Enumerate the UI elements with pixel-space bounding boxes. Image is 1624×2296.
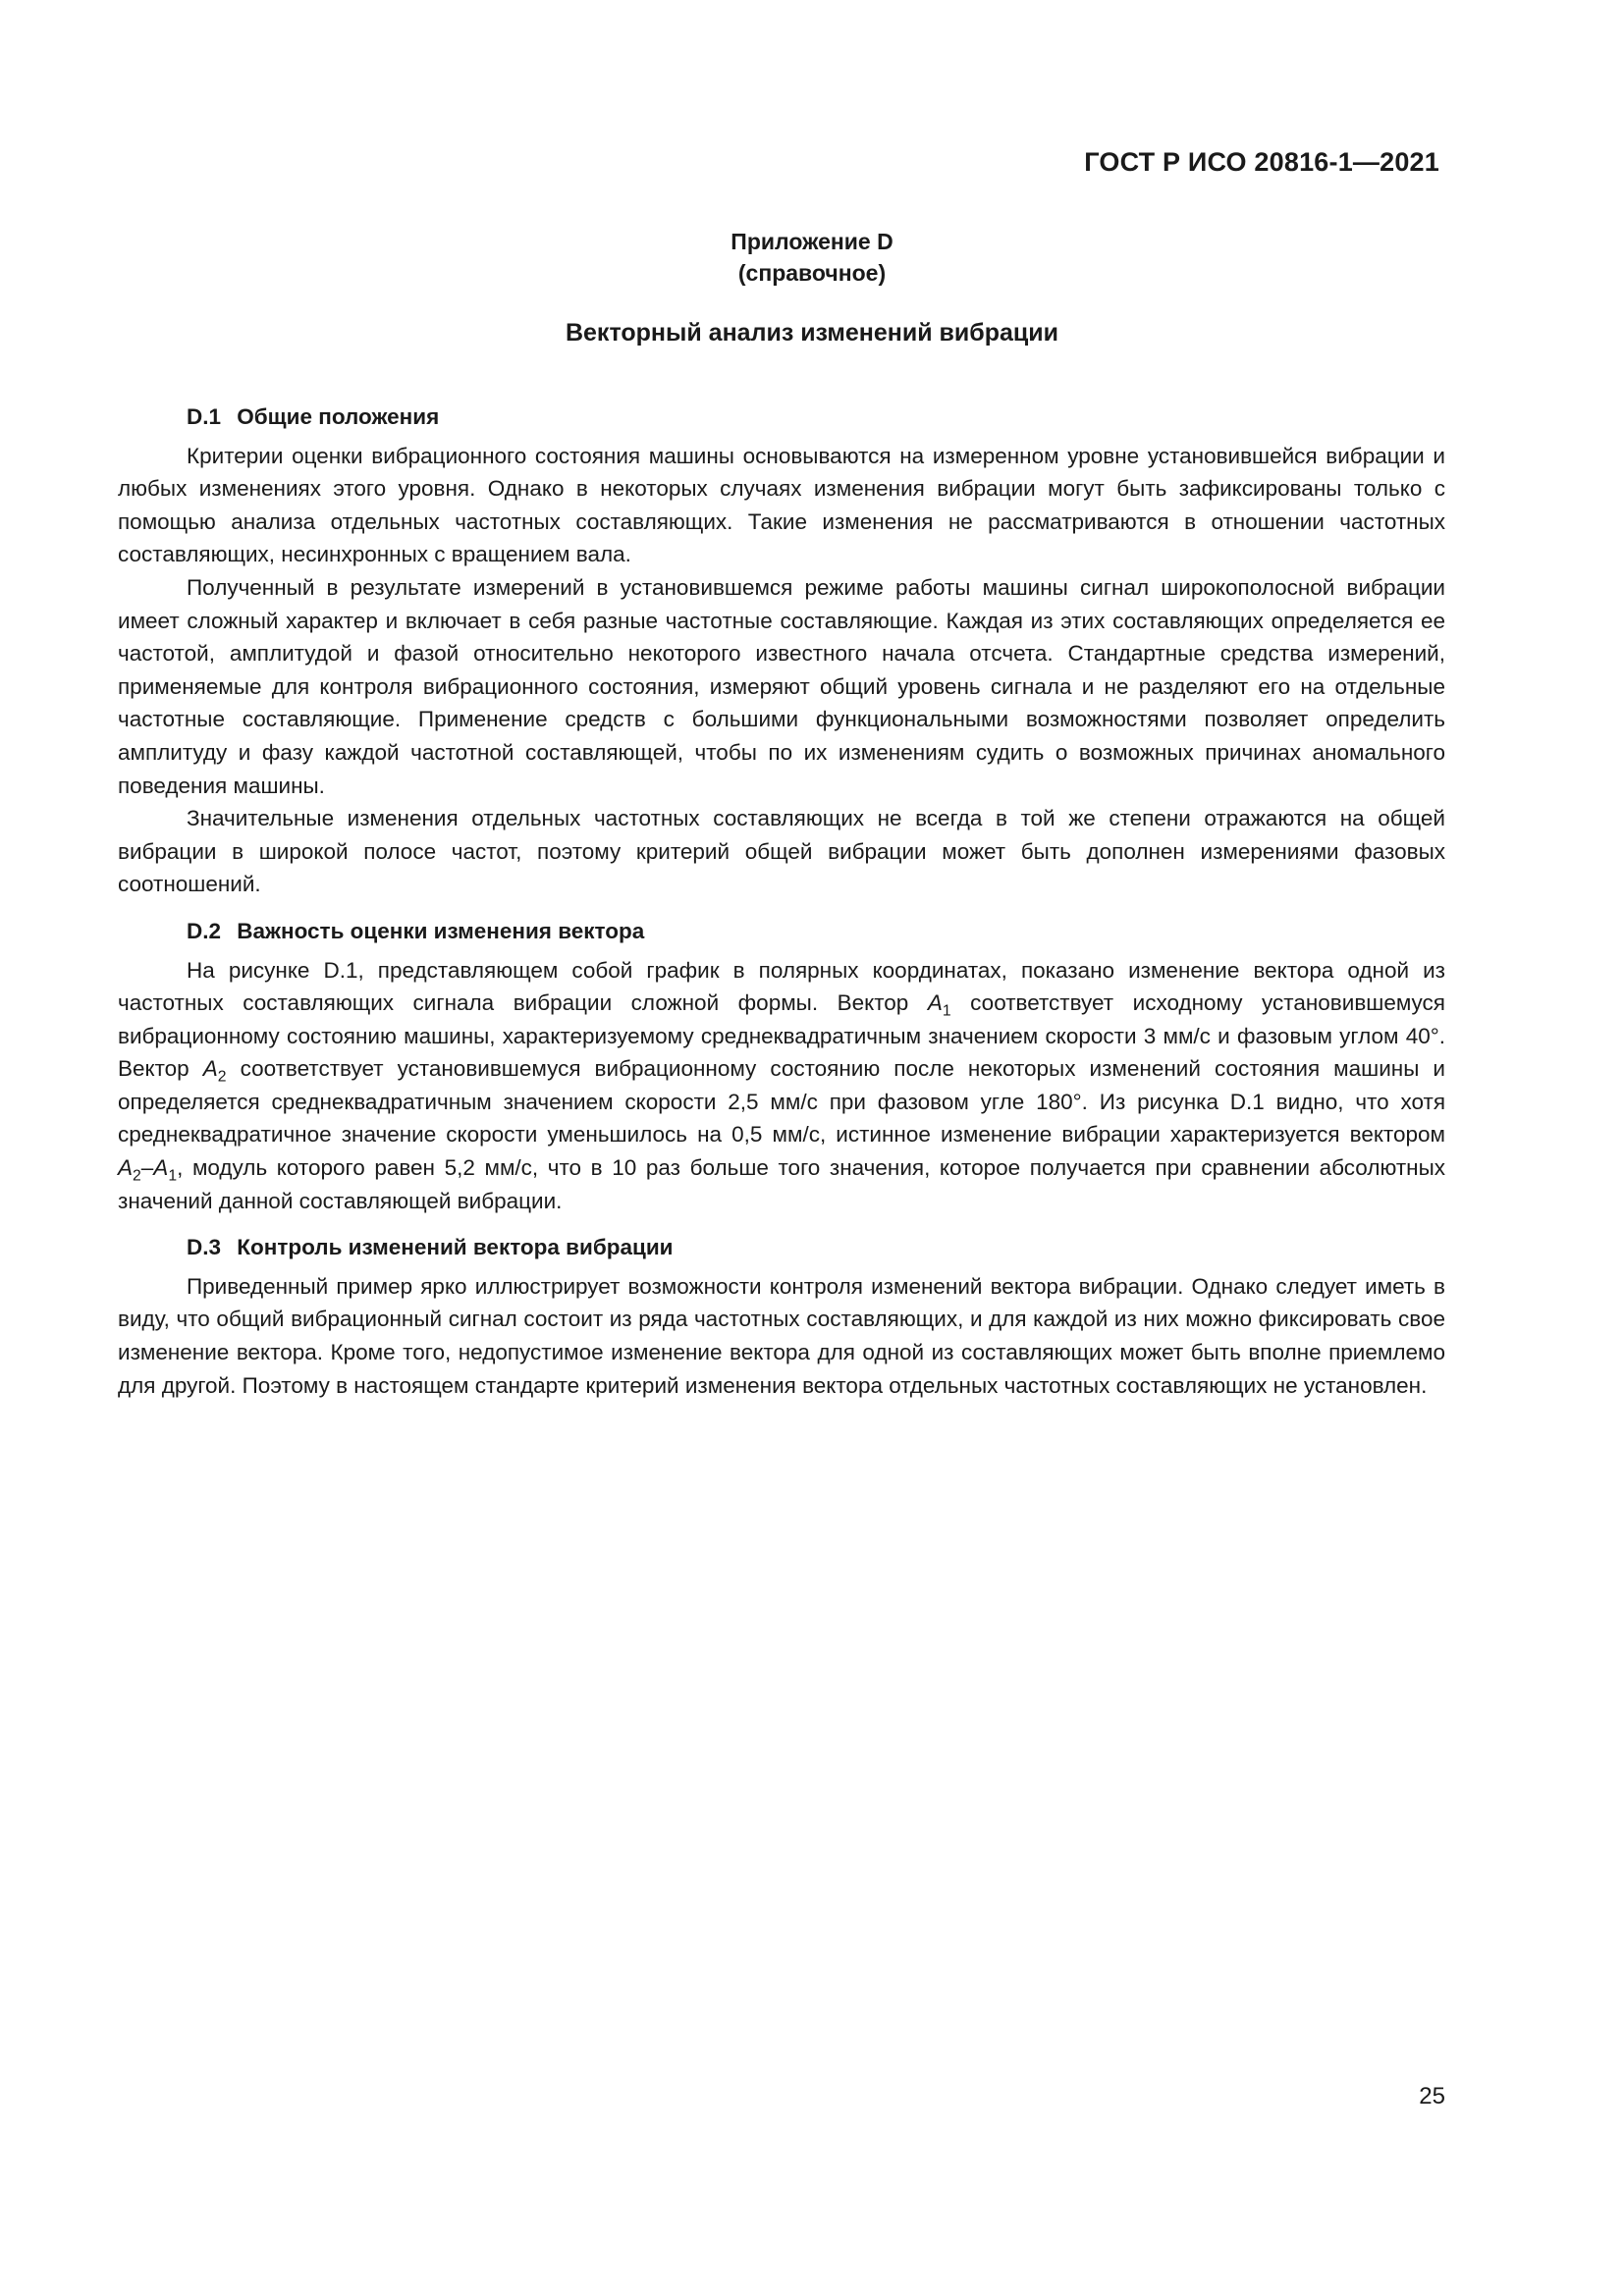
paragraph-d1-3: Значительные изменения отдельных частотных составляющих не всегда в той же степени отражаются на общей вибрации в широкой полосе частот, поэтому критерий общей вибрации может быть дополнен измерениями фазовых соотношений. [118, 806, 1445, 897]
text-run: соответствует исходному установившемуся вибрационному состоянию машины, характеризуемому среднеквадратичным значением скорости 3 мм/с и фазовым углом 40°. Вектор [118, 990, 1445, 1082]
paragraph-d2-1 [118, 954, 1445, 1218]
document-body [118, 400, 1445, 1402]
vector-symbol: A [153, 1155, 169, 1181]
section-number: D.3 [187, 1235, 222, 1260]
vector-symbol: A [202, 1056, 218, 1082]
appendix-type: (справочное) [737, 260, 887, 286]
vector-symbol: A [118, 1155, 134, 1181]
dash: – [140, 1155, 154, 1181]
appendix-label: Приложение D [731, 229, 893, 254]
appendix-block [0, 226, 1624, 289]
section-heading-d3 [118, 1231, 1445, 1264]
section-title: Важность оценки изменения вектора [237, 918, 645, 943]
paragraph-d1-1: Критерии оценки вибрационного состояния машины основываются на измеренном уровне установившейся вибрации и любых изменениях этого уровня. Однако в некоторых случаях изменения вибрации могут быть зафиксированы только с помощью анализа отдельных частотных составляющих. Такие изменения не рассматриваются в отношении частотных составляющих, несинхронных с вращением вала. [118, 443, 1445, 567]
section-heading-d1 [118, 400, 1445, 434]
subscript: 1 [942, 1002, 951, 1020]
page-title: Векторный анализ изменений вибрации [565, 319, 1059, 347]
section-title: Контроль изменений вектора вибрации [237, 1235, 674, 1260]
paragraph-d3-1: Приведенный пример ярко иллюстрирует возможности контроля изменений вектора вибрации. Однако следует иметь в виду, что общий вибрационный сигнал состоит из ряда частотных составляющих, и для каждой из них можно фиксировать свое изменение вектора. Кроме того, недопустимое изменение вектора для одной из составляющих может быть вполне приемлемо для другой. Поэтому в настоящем стандарте критерий изменения вектора отдельных частотных составляющих не установлен. [118, 1273, 1445, 1398]
section-number: D.2 [187, 918, 222, 943]
subscript: 1 [168, 1167, 178, 1185]
text-run: На рисунке D.1, представляющем собой график в полярных координатах, показано изменение вектора одной из частотных составляющих сигнала вибрации сложной формы. Вектор [118, 957, 1445, 1016]
section-heading-d2 [118, 915, 1445, 948]
vector-symbol: A [927, 990, 943, 1016]
standard-code-header: ГОСТ Р ИСО 20816-1—2021 [1084, 147, 1439, 177]
text-run: , модуль которого равен 5,2 мм/с, что в 10 раз больше того значения, которое получается при сравнении абсолютных значений данной составляющей вибрации. [118, 1155, 1445, 1213]
paragraph-d1-2: Полученный в результате измерений в установившемся режиме работы машины сигнал широкополосной вибрации имеет сложный характер и включает в себя разные частотные составляющие. Каждая из этих составляющих определяется ее частотой, амплитудой и фазой относительно некоторого известного начала отсчета. Стандартные средства измерений, применяемые для контроля вибрационного состояния, измеряют общий уровень сигнала и не разделяют его на отдельные частотные составляющие. Применение средств с большими функциональными возможностями позволяет определить амплитуду и фазу каждой частотной составляющей, чтобы по их изменениям судить о возможных причинах аномального поведения машины. [118, 574, 1445, 798]
section-title: Общие положения [237, 404, 440, 429]
page-number: 25 [1419, 2083, 1445, 2109]
subscript: 2 [217, 1068, 227, 1086]
section-number: D.1 [187, 404, 222, 429]
subscript: 2 [133, 1167, 141, 1185]
text-run: соответствует установившемуся вибрационному состоянию после некоторых изменений состояния машины и определяется среднеквадратичным значением скорости 2,5 мм/с при фазовом угле 180°. Из рисунка D.1 видно, что хотя среднеквадратичное значение скорости уменьшилось на 0,5 мм/с, истинное изменение вибрации характеризуется вектором [118, 1056, 1445, 1148]
